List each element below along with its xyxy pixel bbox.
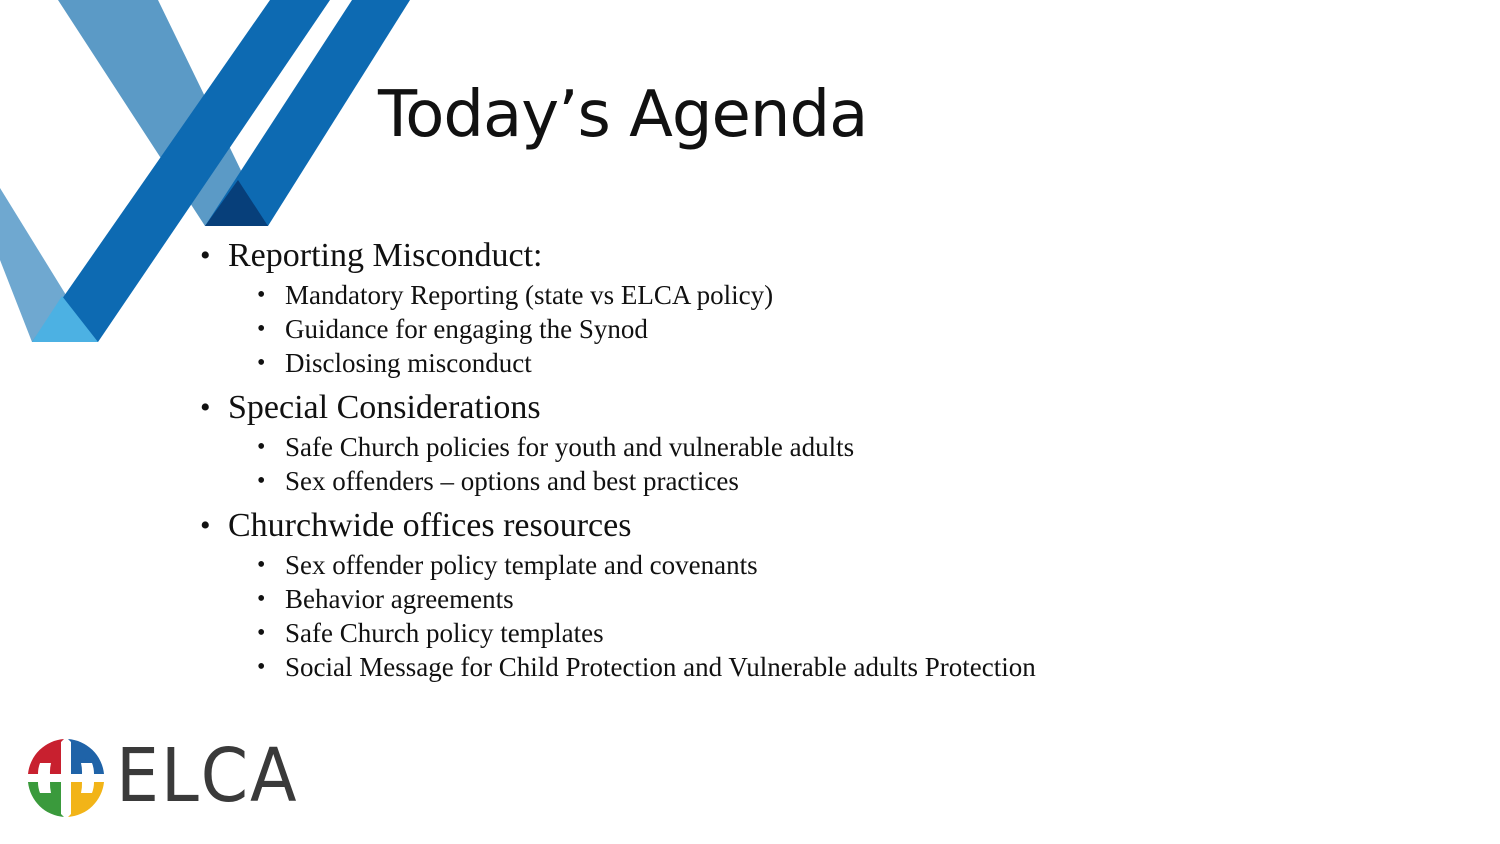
list-item: • Behavior agreements [257,582,1036,616]
agenda-list [200,234,1036,690]
slide-title: Today’s Agenda [378,78,868,152]
sub-list [200,278,1036,380]
section-label: • Special Considerations [200,386,1036,430]
section-label: • Reporting Misconduct: [200,234,1036,278]
list-item: • Guidance for engaging the Synod [257,312,1036,346]
list-item: • Mandatory Reporting (state vs ELCA policy) [257,278,1036,312]
elca-logo-text: ELCA [116,733,299,819]
agenda-section-special [200,386,1036,498]
list-item: • Safe Church policies for youth and vulnerable adults [257,430,1036,464]
list-item: • Sex offender policy template and covenants [257,548,1036,582]
agenda-section-resources [200,504,1036,684]
list-item: • Disclosing misconduct [257,346,1036,380]
agenda-section-reporting [200,234,1036,380]
elca-cross-globe-icon [24,736,108,820]
sub-list [200,430,1036,498]
section-label: • Churchwide offices resources [200,504,1036,548]
list-item: • Social Message for Child Protection and Vulnerable adults Protection [257,650,1036,684]
list-item: • Safe Church policy templates [257,616,1036,650]
list-item: • Sex offenders – options and best practices [257,464,1036,498]
sub-list [200,548,1036,684]
